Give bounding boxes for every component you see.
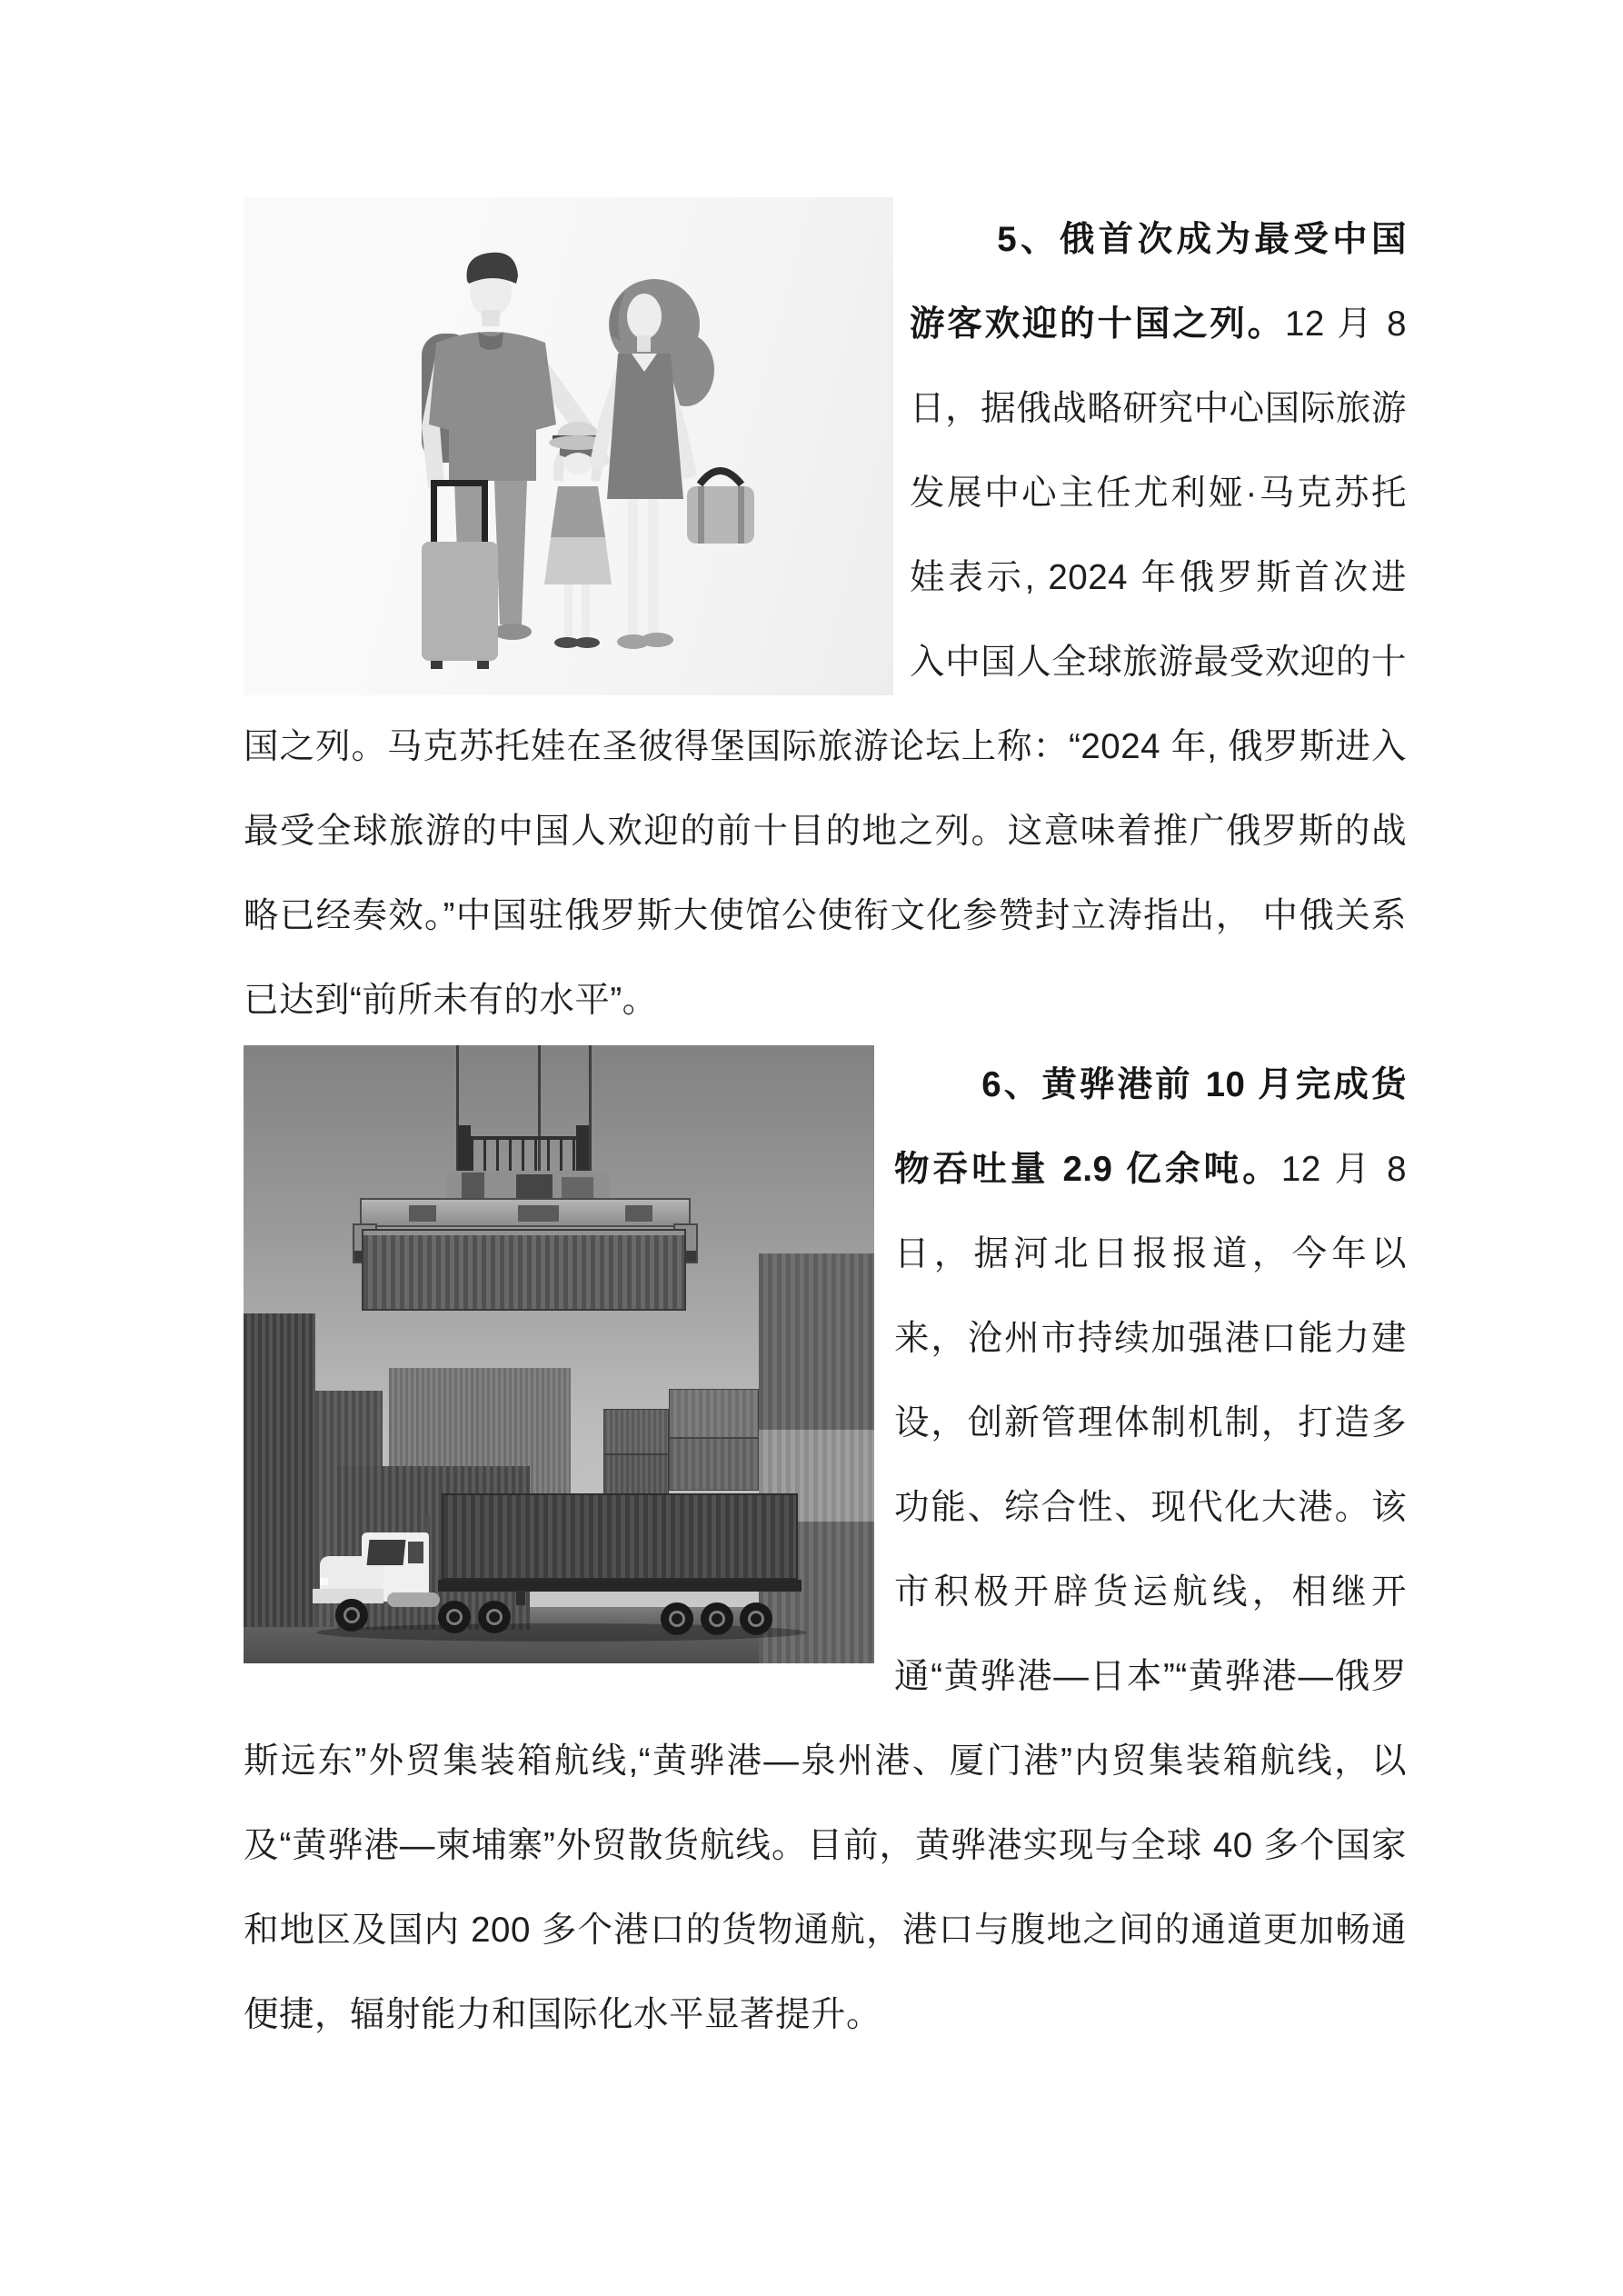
container-cube-right-top	[669, 1389, 759, 1438]
truck-headlight	[320, 1578, 328, 1585]
family-travelers-svg	[244, 197, 893, 695]
truck-steer-wheel	[335, 1599, 368, 1632]
truck-shadow	[316, 1623, 807, 1642]
news-item-6	[244, 1043, 1407, 2057]
container-cube-center-bottom	[603, 1454, 669, 1495]
news-item-6-headline: 6、黄骅港前 10 月完成货物吞吐量 2.9 亿余吨。	[894, 1065, 1407, 1189]
news-item-5	[244, 197, 1407, 1043]
lifted-container	[362, 1229, 686, 1311]
truck-windshield	[367, 1540, 406, 1565]
crane-walkway-railing	[471, 1136, 578, 1173]
truck-side-window	[408, 1542, 423, 1563]
container-port-photo	[244, 1045, 874, 1663]
family-travelers-illustration	[244, 197, 893, 695]
crane-machinery	[447, 1171, 609, 1202]
news-item-6-body: 12 月 8 日，据河北日报报道，今年以来，沧州市持续加强港口能力建设，创新管理体制机制，打造多功能、综合性、现代化大港。该市积极开辟货运航线，相继开通“黄骅港—日本”“黄骅港—俄罗斯远东”外贸集装箱航线,“黄骅港—泉州港、厦门港”内贸集装箱航线，以及“黄骅港—柬埔寨”外贸散货航线。目前，黄骅港实现与全球 40 多个国家和地区及国内 200 多个港口的货物通航，港口与腹地之间的通道更加畅通便捷，辐射能力和国际化水平显著提升。	[244, 1150, 1407, 2034]
container-stack-right-tall	[759, 1253, 874, 1663]
trailer-wheel-3	[740, 1602, 772, 1635]
container-stack-left-tall	[244, 1313, 315, 1627]
container-cube-center-top	[603, 1409, 669, 1454]
spreader-beam	[360, 1198, 691, 1227]
trailer-wheel-2	[701, 1602, 733, 1635]
truck-trailer-container	[442, 1493, 798, 1580]
container-cube-right-bottom	[669, 1438, 759, 1491]
trailer-wheel-1	[661, 1602, 693, 1635]
trailer-landing-gear	[516, 1591, 525, 1605]
truck-fuel-tank	[387, 1592, 440, 1607]
crane-cable-right	[589, 1045, 592, 1173]
news-item-5-headline: 5、俄首次成为最受中国游客欢迎的十国之列。	[910, 220, 1407, 344]
truck-drive-wheel-2	[478, 1601, 511, 1633]
handbag	[687, 471, 754, 544]
woman-figure	[590, 279, 714, 649]
news-item-5-body: 12 月 8 日，据俄战略研究中心国际旅游发展中心主任尤利娅·马克苏托娃表示, 2024 年俄罗斯首次进入中国人全球旅游最受欢迎的十国之列。马克苏托娃在圣彼得堡国际旅游论坛上称：“2024 年, 俄罗斯进入最受全球旅游的中国人欢迎的前十目的地之列。这意味着推广俄罗斯的战略已经奏效。”中国驻俄罗斯大使馆公使衔文化参赞封立涛指出， 中俄关系已达到“前所未有的水平”。	[244, 304, 1407, 1020]
truck-drive-wheel-1	[438, 1601, 471, 1633]
truck-trailer-frame	[438, 1580, 802, 1592]
